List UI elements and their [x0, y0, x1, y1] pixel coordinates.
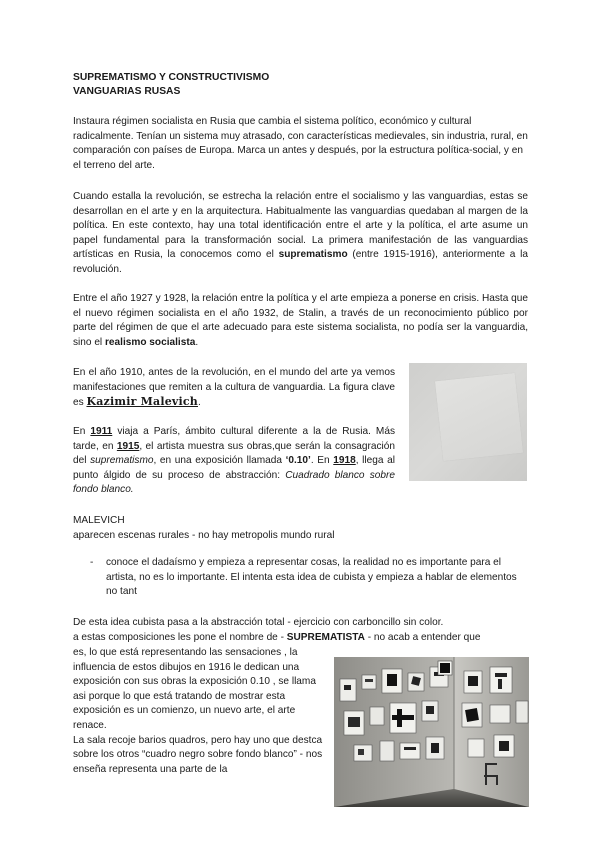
white-square [435, 373, 523, 461]
paragraph-revolution-text: Cuando estalla la revolución, se estrecha la relación entre el socialismo y las vanguardias, estas se desarrollan en el arte y en la arquitectura. Habitualmente las vanguardias quedaban al margen de la política. En este contexto, hay una total identificación entre el arte y la política, el arte asume un papel fundamental para la transformación social. La primera manifestación de las vanguardias artísticas en Rusia, la conocemos como el [73, 191, 528, 261]
white-on-white-painting-image [409, 363, 527, 481]
abstraction-line-2 [73, 631, 533, 646]
paragraph-crisis-end: . [195, 336, 199, 348]
timeline-text-e: . En [310, 455, 334, 467]
paragraph-1910 [73, 366, 395, 411]
term-realismo-socialista: realismo socialista [104, 336, 196, 348]
timeline-text-b: viaja a París, ámbito cultural diferente a la de Rusia. Más tarde, en [73, 426, 395, 452]
artist-name-malevich: Kazimir Malevich [86, 395, 198, 409]
term-suprematismo-italic: suprematismo [90, 455, 154, 467]
paragraph-1910-end: . [197, 397, 201, 409]
exhibition-name: ‘0.10’ [285, 455, 311, 467]
paragraph-intro: Instaura régimen socialista en Rusia que cambia el sistema político, económico y cultural radicalmente. Tenían un sistema muy atrasado, con características medievales, sin industria, rural, en comparación con países de Europa. Marca un antes y después, por la estructura política-social, y en el terreno del arte. [73, 116, 528, 171]
timeline-text-f: , llega al punto álgido de su proceso de abstracción: [73, 455, 395, 481]
term-suprematismo: suprematismo [278, 249, 348, 261]
title-line-2: VANGUARIAS RUSAS [73, 86, 181, 97]
timeline-text-c: , el artista muestra sus obras,que serán la consagración del [73, 440, 395, 467]
year-1911: 1911 [90, 426, 113, 437]
abstraction-line-2-text: a estas composiciones les pone el nombre de - [73, 631, 287, 643]
paragraph-exhibition [73, 646, 331, 777]
gallery-text: La sala recoje barios quadros, pero hay uno que destca sobre los otros “cuadro negro sobre fondo blanco” - nos enseña representa una parte de la [73, 734, 323, 775]
bullet-dash: - [90, 557, 94, 568]
artwork-title: Cuadrado blanco sobre fondo blanco. [73, 469, 395, 496]
paragraph-abstraction [73, 616, 533, 645]
year-1915: 1915 [116, 440, 140, 452]
malevich-line: aparecen escenas rurales - no hay metropolis mundo rural [73, 529, 335, 541]
exhibition-0-10-photo [334, 657, 529, 807]
page-title [73, 71, 473, 99]
bullet-text: conoce el dadaísmo y empieza a representar cosas, la realidad no es importante para el artista, no es lo importante. El intenta esta idea de cubista y empieza a hablar de elementos no tant [106, 557, 517, 598]
paragraph-1910-text: En el año 1910, antes de la revolución, en el mundo del arte ya vemos manifestaciones que remiten a la cultura de vanguardia. La figura clave es [73, 367, 395, 409]
paragraph-revolution-end: (entre 1915-1916), anteriormente a la revolución. [73, 249, 528, 275]
abstraction-line-2-end: - no acab a entender que [364, 631, 481, 643]
paragraph-revolution [73, 190, 528, 278]
year-1918: 1918 [333, 455, 356, 467]
term-suprematista: SUPREMATISTA [286, 631, 365, 643]
exhibition-photo-drawing [334, 657, 529, 807]
exhibition-text: es, lo que está representando las sensaciones , la influencia de estos dibujos en 1916 le dedican una exposición con sus obras la exposición 0.10 , se llama asi porque lo que está tratando de mostrar esta exposición es un comienzo, un nuevo arte, el arte renace. [73, 647, 316, 731]
title-line-1: SUPREMATISMO Y CONSTRUCTIVISMO [73, 72, 270, 83]
paragraph-timeline [73, 425, 395, 498]
timeline-text-d: , en una exposición llamada [153, 455, 286, 467]
malevich-notes [73, 514, 493, 543]
paragraph-crisis [73, 292, 528, 350]
paragraph-crisis-text: Entre el año 1927 y 1928, la relación entre la política y el arte empieza a ponerse en crisis. Hasta que el nuevo régimen socialista en el año 1932, de Stalin, a través de un reconocimiento público por parte del régimen de que el arte adecuado para este sistema socialista, no podía ser la vanguardia, sino el [73, 293, 528, 348]
malevich-heading: MALEVICH [73, 515, 125, 526]
timeline-text-a: En [73, 426, 91, 437]
abstraction-line-1: De esta idea cubista pasa a la abstracción total - ejercicio con carboncillo sin color. [73, 617, 444, 628]
